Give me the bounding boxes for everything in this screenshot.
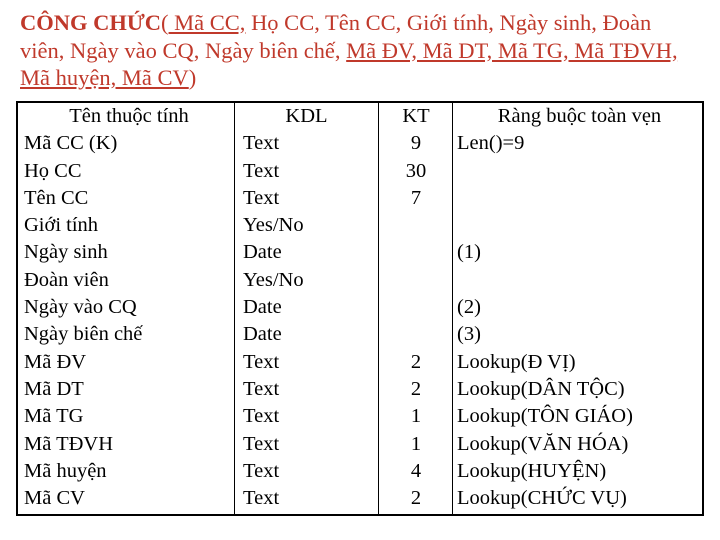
data-type-cell: Text <box>243 487 280 510</box>
column-data-type <box>234 103 378 514</box>
data-type-cell: Date <box>243 323 282 346</box>
column-attribute-name <box>18 103 234 514</box>
data-type-cell: Text <box>243 432 280 455</box>
data-type-cell: Text <box>243 132 280 155</box>
relation-schema-title <box>20 9 700 92</box>
attribute-name-cell: Mã CV <box>24 487 85 510</box>
size-cell <box>379 239 453 266</box>
attribute-list: Họ CC, Tên CC, Giới tính, Ngày sinh, Đoàn viên, Ngày vào CQ, Ngày biên chế, <box>20 10 652 63</box>
attribute-name-cell: Mã ĐV <box>24 350 87 373</box>
attribute-name-cell: Mã TG <box>24 405 84 428</box>
size-cell <box>379 294 453 321</box>
attribute-name-cell: Mã huyện <box>24 459 107 482</box>
data-type-cell: Yes/No <box>243 214 304 237</box>
constraint-cell: Lookup(TÔN GIÁO) <box>457 405 633 428</box>
size-cell <box>379 212 453 239</box>
data-type-cell: Text <box>243 350 280 373</box>
constraint-cell <box>457 212 702 239</box>
data-type-cell: Yes/No <box>243 268 304 291</box>
size-cell <box>379 321 453 348</box>
size-cell: 30 <box>405 159 427 182</box>
constraint-cell <box>457 267 702 294</box>
attribute-name-cell: Ngày vào CQ <box>24 296 137 319</box>
data-type-cell: Text <box>243 377 280 400</box>
attribute-table <box>16 101 704 516</box>
close-paren: ) <box>188 65 197 90</box>
relation-name: CÔNG CHỨC <box>20 10 162 35</box>
size-cell <box>379 267 453 294</box>
primary-key-attribute: Mã CC, <box>168 10 246 35</box>
column-integrity-constraint <box>452 103 702 514</box>
constraint-cell: Lookup(Đ VỊ) <box>457 350 576 373</box>
attribute-name-cell: Họ CC <box>24 159 82 182</box>
constraint-cell: Lookup(DÂN TỘC) <box>457 377 625 400</box>
attribute-name-cell: Giới tính <box>24 214 99 237</box>
size-cell: 1 <box>410 405 422 428</box>
constraint-cell: Lookup(CHỨC VỤ) <box>457 487 627 510</box>
column-size <box>378 103 453 514</box>
data-type-cell: Date <box>243 296 282 319</box>
data-type-cell: Text <box>243 186 280 209</box>
attribute-name-cell: Ngày sinh <box>24 241 108 264</box>
constraint-cell: (2) <box>457 296 481 319</box>
constraint-cell: Lookup(VĂN HÓA) <box>457 432 629 455</box>
constraint-cell <box>457 158 702 185</box>
header-integrity-constraint: Ràng buộc toàn vẹn <box>497 105 662 127</box>
header-data-type: KDL <box>285 105 328 127</box>
data-type-cell: Date <box>243 241 282 264</box>
attribute-name-cell: Mã DT <box>24 377 84 400</box>
constraint-cell: Lookup(HUYỆN) <box>457 459 607 482</box>
attribute-name-cell: Mã CC (K) <box>24 132 118 155</box>
size-cell: 2 <box>410 350 422 373</box>
header-attribute-name: Tên thuộc tính <box>69 105 189 127</box>
attribute-name-cell: Đoàn viên <box>24 268 109 291</box>
constraint-cell: (3) <box>457 323 481 346</box>
size-cell: 1 <box>410 432 422 455</box>
data-type-cell: Text <box>243 405 280 428</box>
size-cell: 2 <box>410 377 422 400</box>
constraint-cell: (1) <box>457 241 481 264</box>
constraint-cell <box>457 185 702 212</box>
attribute-name-cell: Ngày biên chế <box>24 323 143 346</box>
constraint-cell: Len()=9 <box>457 132 525 155</box>
size-cell: 7 <box>410 186 422 209</box>
data-type-cell: Text <box>243 459 280 482</box>
open-paren: ( <box>161 10 169 35</box>
size-cell: 9 <box>410 132 422 155</box>
size-cell: 2 <box>410 487 422 510</box>
foreign-key-attributes: Mã ĐV, Mã DT, Mã TG, Mã TĐVH, Mã huyện, Mã CV <box>20 37 678 90</box>
attribute-name-cell: Tên CC <box>24 186 89 209</box>
data-type-cell: Text <box>243 159 280 182</box>
attribute-name-cell: Mã TĐVH <box>24 432 114 455</box>
header-size: KT <box>402 105 430 127</box>
size-cell: 4 <box>410 459 422 482</box>
